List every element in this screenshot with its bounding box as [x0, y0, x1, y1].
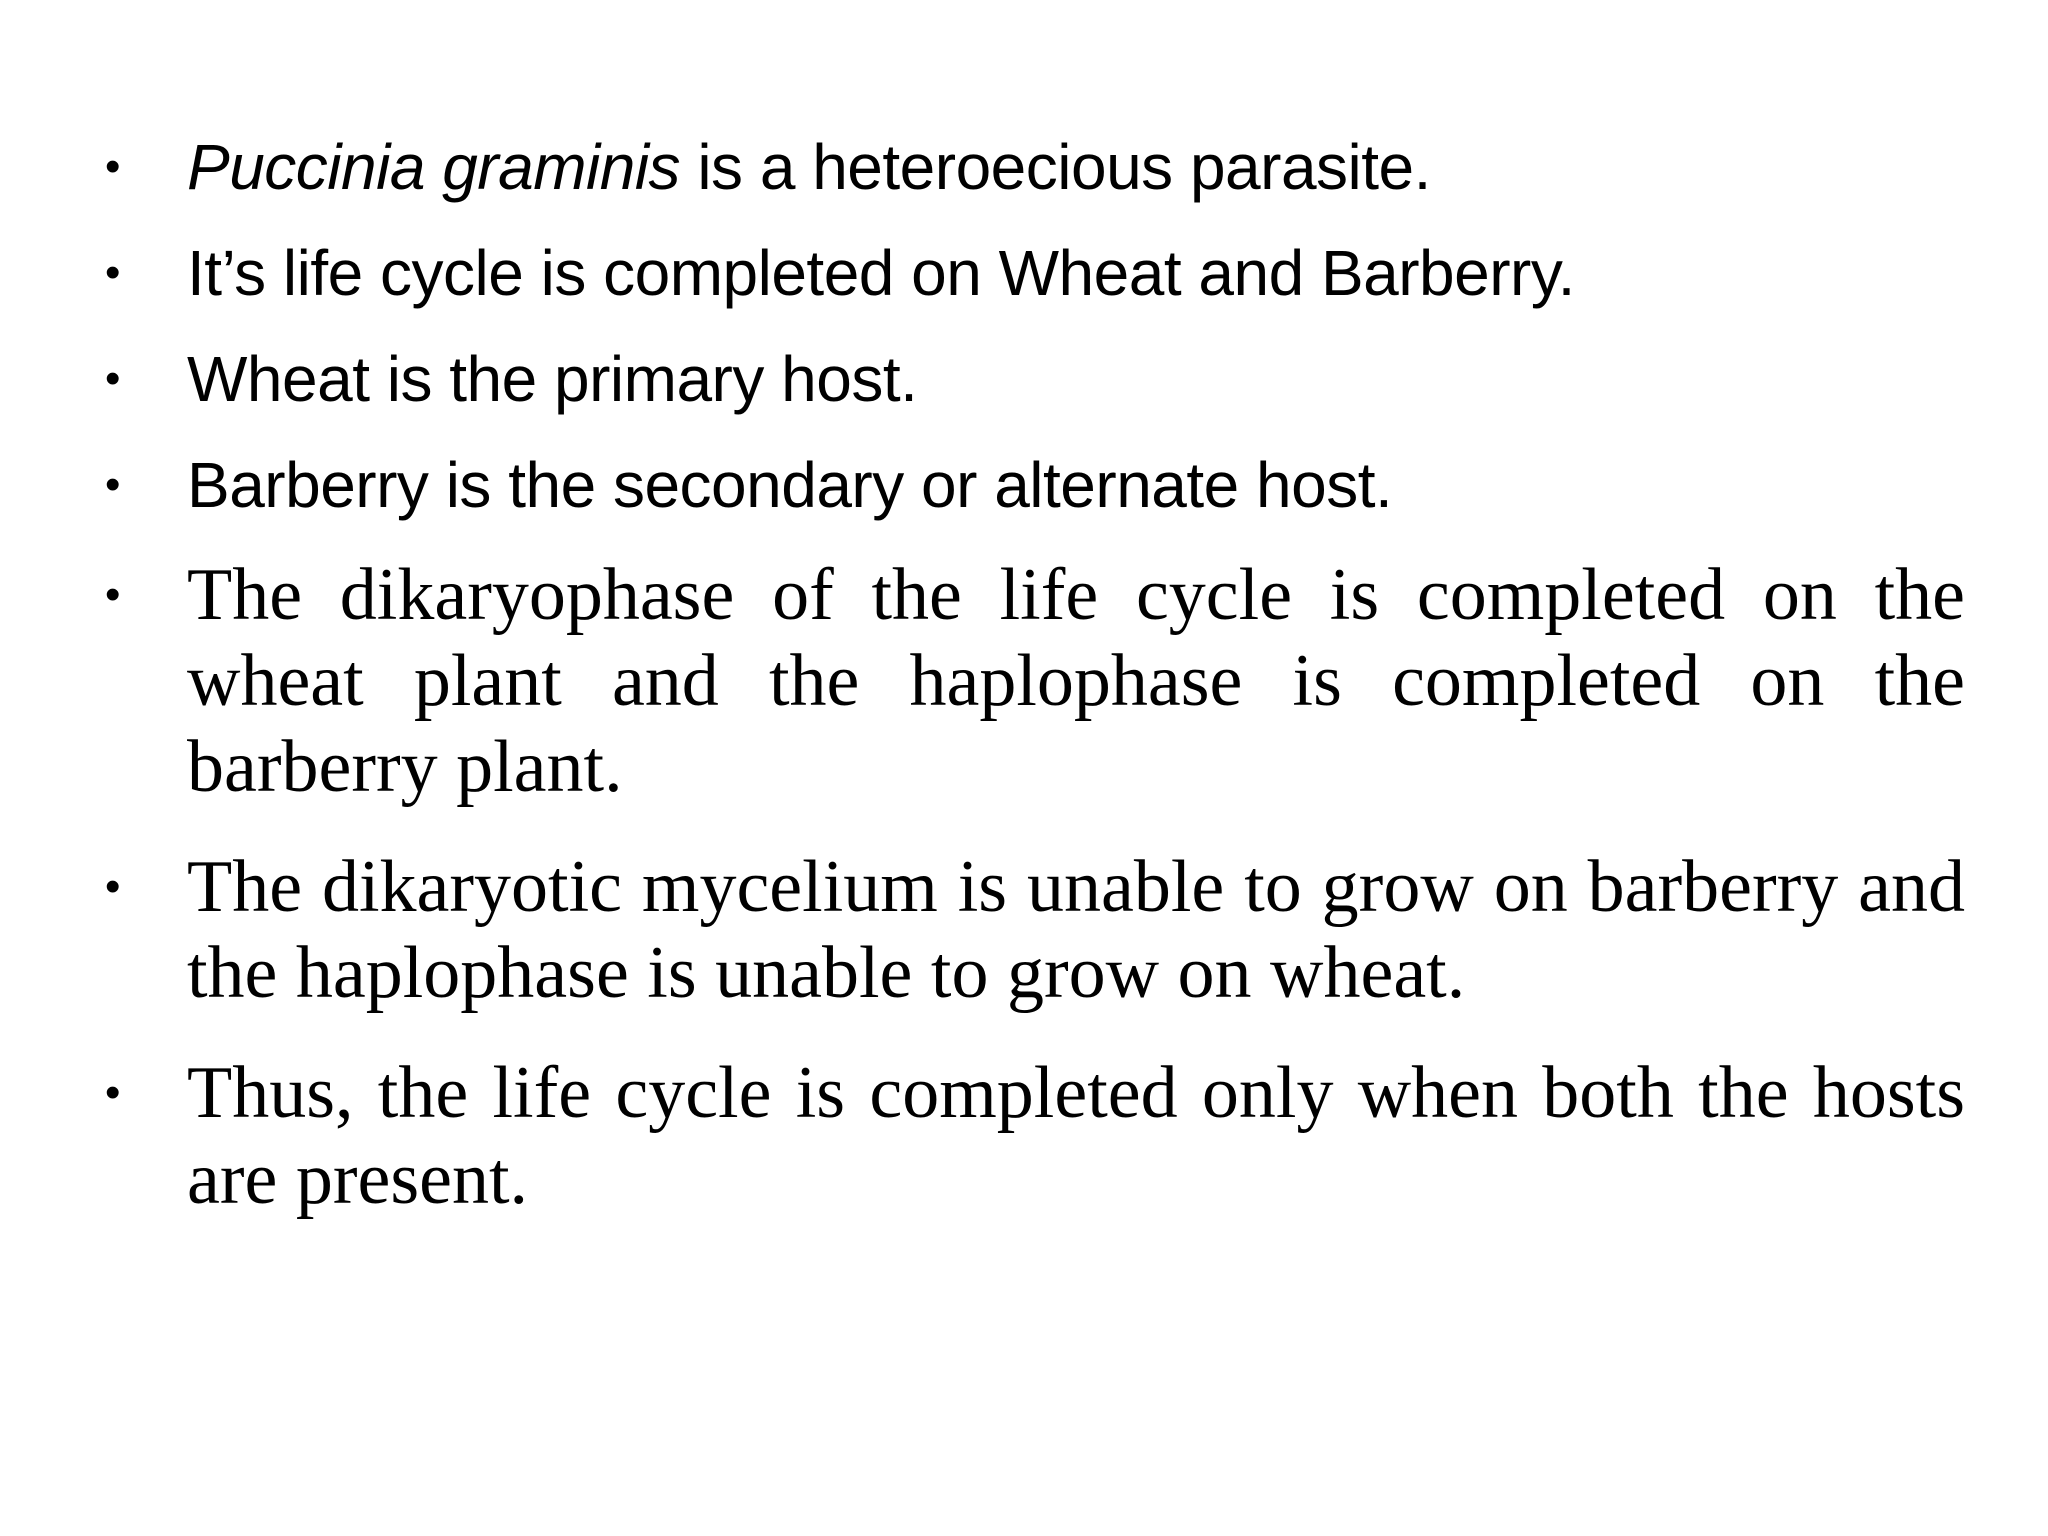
bullet-list [105, 128, 1965, 1256]
bullet-text: The dikaryotic mycelium is unable to grow on barberry and the haplophase is unable to grow on wheat. [187, 846, 1965, 1014]
bullet-item [105, 446, 1965, 524]
bullet-glyph: • [105, 142, 120, 191]
bullet-glyph: • [105, 248, 120, 297]
bullet-text: is a heteroecious parasite. [680, 131, 1431, 203]
bullet-text: Wheat is the primary host. [187, 343, 918, 415]
bullet-glyph: • [105, 460, 120, 509]
bullet-item [105, 128, 1965, 206]
bullet-item [105, 844, 1965, 1016]
bullet-item [105, 1050, 1965, 1222]
bullet-glyph: • [105, 354, 120, 403]
bullet-glyph: • [105, 1068, 121, 1117]
bullet-item [105, 340, 1965, 418]
bullet-glyph: • [105, 862, 121, 911]
species-name: Puccinia graminis [187, 131, 681, 203]
bullet-item [105, 234, 1965, 312]
bullet-text: The dikaryophase of the life cycle is completed on the wheat plant and the haplophase is completed on the barberry plant. [187, 554, 1965, 808]
bullet-text: Thus, the life cycle is completed only when both the hosts are present. [187, 1052, 1965, 1220]
bullet-item [105, 552, 1965, 810]
bullet-text: Barberry is the secondary or alternate host. [187, 449, 1393, 521]
bullet-text: It’s life cycle is completed on Wheat and Barberry. [187, 237, 1575, 309]
bullet-glyph: • [105, 570, 121, 619]
